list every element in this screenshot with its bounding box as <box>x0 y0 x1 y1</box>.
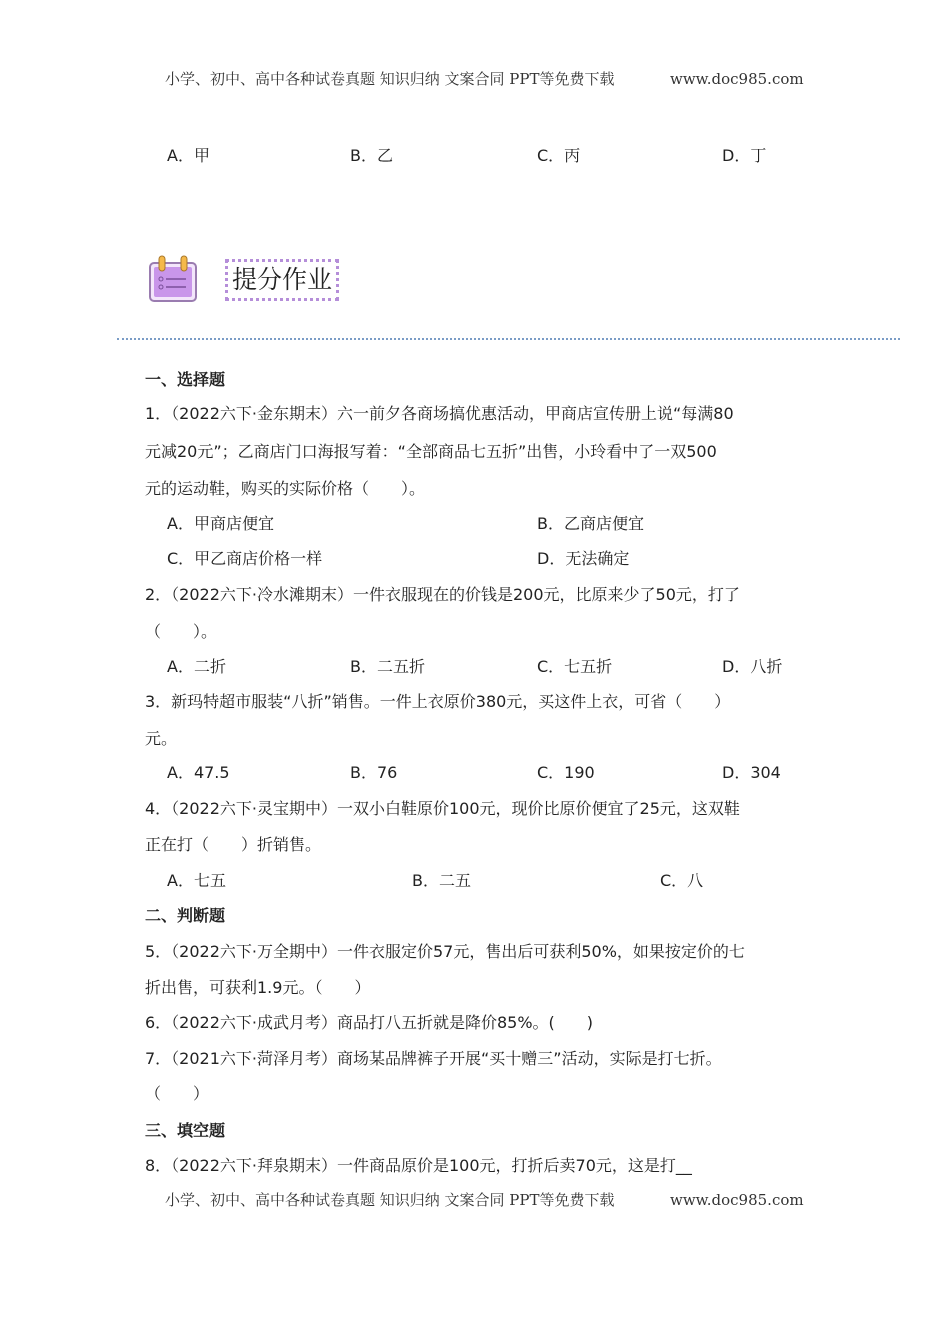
q4-line: 正在打（ ）折销售。 <box>145 835 322 854</box>
q3-option-a: A．47.5 <box>167 763 230 782</box>
q2-option-a: A．二折 <box>167 657 226 676</box>
q7-line: （ ） <box>145 1084 210 1103</box>
footer-url[interactable]: www.doc985.com <box>670 1191 804 1209</box>
q2-option-d: D．八折 <box>722 657 783 676</box>
prev-option-a: A．甲 <box>167 146 210 165</box>
q6-line: 6．（2022六下·成武月考）商品打八五折就是降价85%。( ) <box>145 1013 594 1032</box>
prev-option-c: C．丙 <box>537 146 581 165</box>
prev-option-d: D．丁 <box>722 146 767 165</box>
q1-option-d: D．无法确定 <box>537 549 630 568</box>
q1-option-c: C．甲乙商店价格一样 <box>167 549 323 568</box>
q3-line: 元。 <box>145 729 178 748</box>
q4-option-a: A．七五 <box>167 871 226 890</box>
q7-line: 7．（2021六下·菏泽月考）商场某品牌裤子开展“买十赠三”活动，实际是打七折。 <box>145 1049 722 1068</box>
q1-option-b: B．乙商店便宜 <box>537 514 644 533</box>
q5-line: 5．（2022六下·万全期中）一件衣服定价57元，售出后可获利50%，如果按定价的七 <box>145 942 745 961</box>
q3-option-d: D．304 <box>722 763 781 782</box>
q1-option-a: A．甲商店便宜 <box>167 514 274 533</box>
header-url[interactable]: www.doc985.com <box>670 70 804 88</box>
header-text: 小学、初中、高中各种试卷真题 知识归纳 文案合同 PPT等免费下载 <box>165 70 615 88</box>
q1-line: 元减20元”；乙商店门口海报写着：“全部商品七五折”出售，小玲看中了一双500 <box>145 442 717 461</box>
q3-option-c: C．190 <box>537 763 595 782</box>
footer-text: 小学、初中、高中各种试卷真题 知识归纳 文案合同 PPT等免费下载 <box>165 1191 615 1209</box>
q4-line: 4．（2022六下·灵宝期中）一双小白鞋原价100元，现价比原价便宜了25元，这双鞋 <box>145 799 740 818</box>
q8-line: 8．（2022六下·拜泉期末）一件商品原价是100元，打折后卖70元，这是打__ <box>145 1156 692 1175</box>
section-judge: 二、判断题 <box>145 906 226 925</box>
q1-line: 1．（2022六下·金东期末）六一前夕各商场搞优惠活动，甲商店宣传册上说“每满80 <box>145 404 734 423</box>
q2-option-c: C．七五折 <box>537 657 613 676</box>
q5-line: 折出售，可获利1.9元。（ ） <box>145 978 371 997</box>
q4-option-b: B．二五 <box>412 871 471 890</box>
dotted-divider <box>117 338 900 340</box>
q4-option-c: C．八 <box>660 871 704 890</box>
prev-option-b: B．乙 <box>350 146 393 165</box>
q1-line: 元的运动鞋，购买的实际价格（ ）。 <box>145 479 426 498</box>
banner-title: 提分作业 <box>225 259 339 301</box>
calendar-list-icon <box>148 255 198 303</box>
q2-line: 2．（2022六下·冷水滩期末）一件衣服现在的价钱是200元，比原来少了50元，打了 <box>145 585 740 604</box>
q3-option-b: B．76 <box>350 763 398 782</box>
section-choice: 一、选择题 <box>145 370 226 389</box>
section-fill: 三、填空题 <box>145 1121 226 1140</box>
q3-line: 3．新玛特超市服装“八折”销售。一件上衣原价380元，买这件上衣，可省（ ） <box>145 692 731 711</box>
q2-option-b: B．二五折 <box>350 657 425 676</box>
q2-line: （ ）。 <box>145 622 218 641</box>
